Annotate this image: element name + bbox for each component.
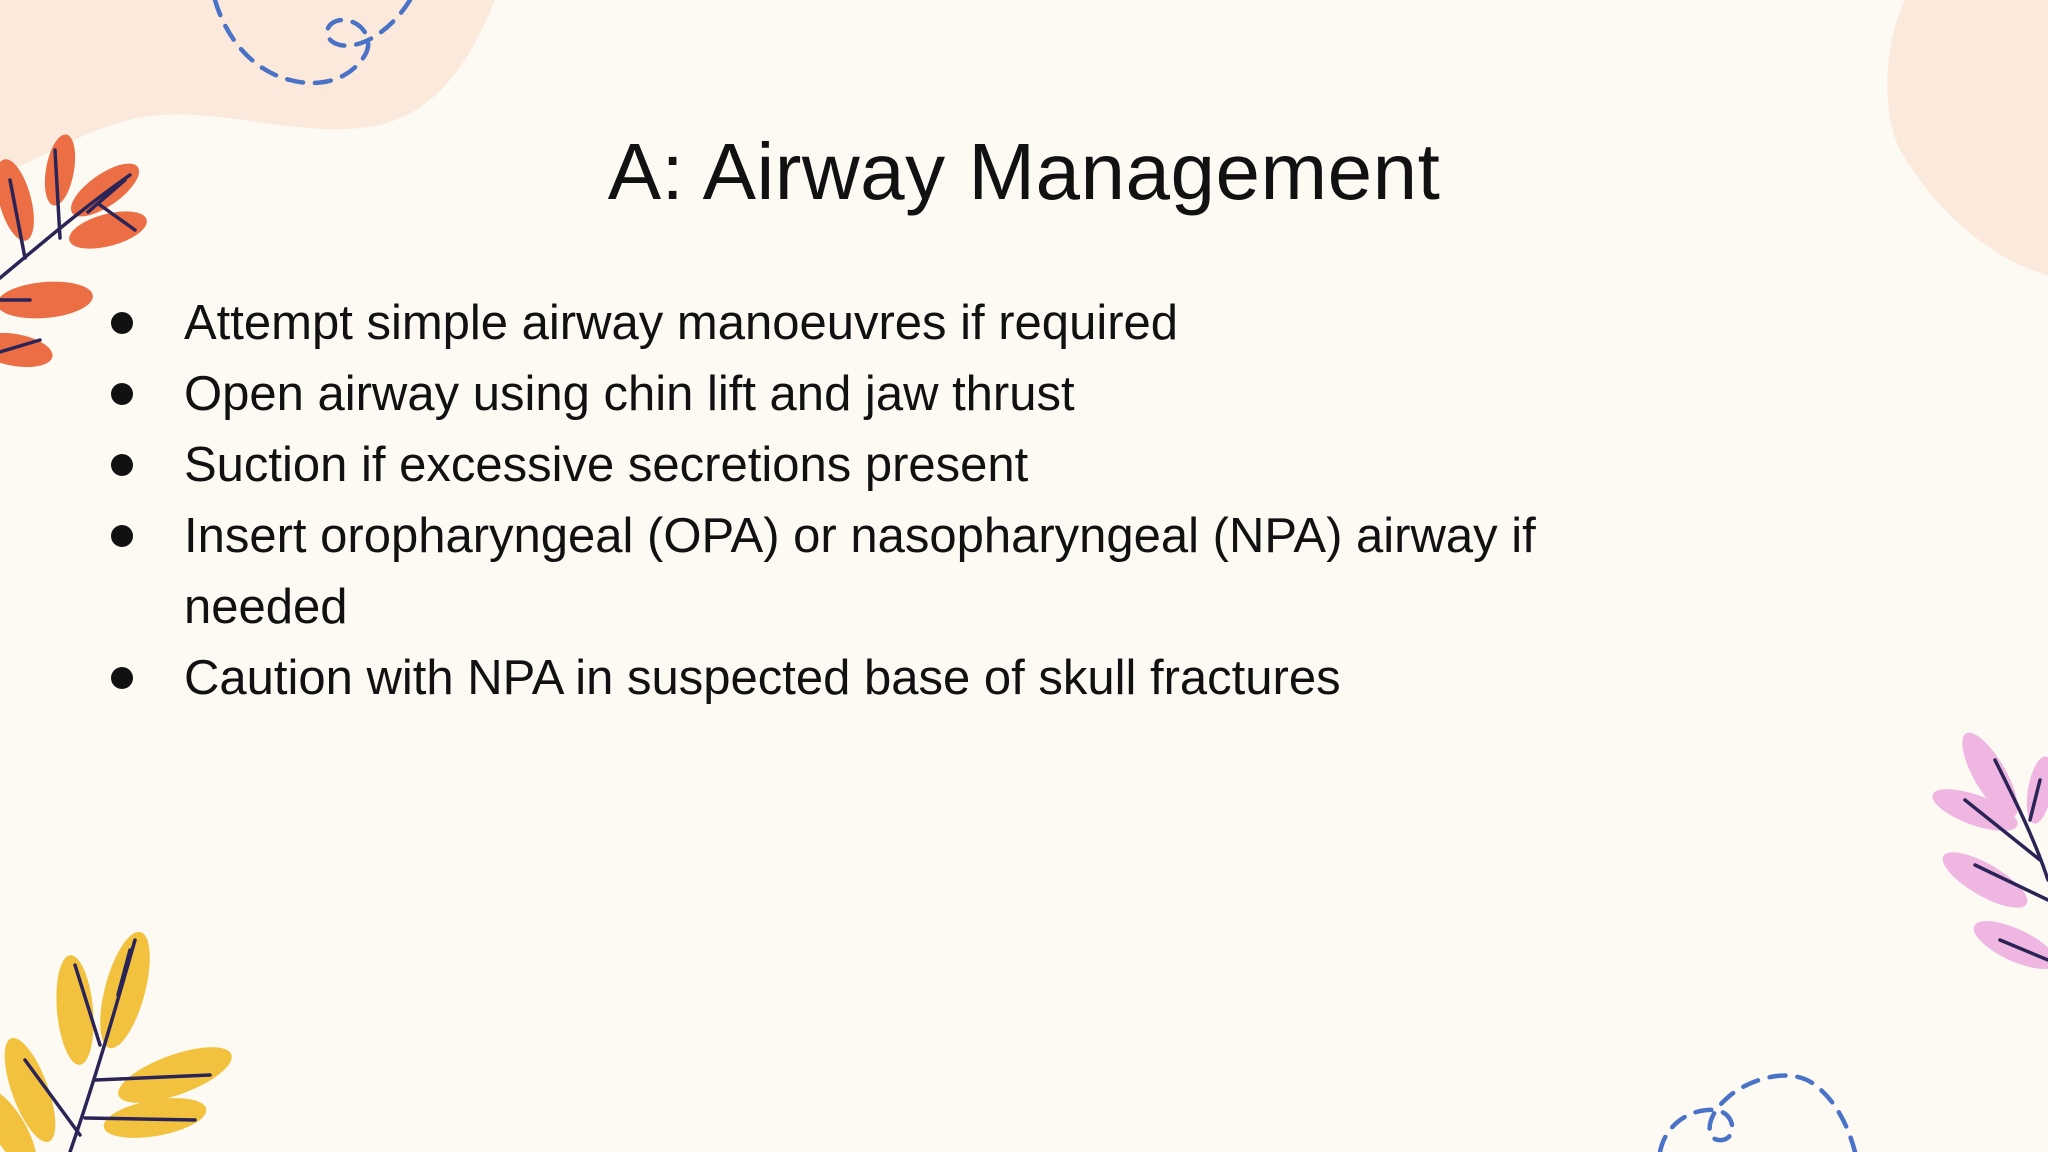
slide-title: A: Airway Management (607, 127, 1441, 216)
bullet-dot-icon (111, 667, 133, 689)
pink-leaf-branch-icon (1928, 725, 2048, 978)
bullet-item (110, 643, 1670, 714)
bullet-dot-icon (111, 525, 133, 547)
bullet-item (110, 359, 1670, 430)
bullet-dot-icon (111, 312, 133, 334)
bullet-dot-icon (111, 383, 133, 405)
bullet-text: Open airway using chin lift and jaw thrust (184, 367, 1075, 421)
bullet-item (110, 288, 1670, 359)
bullet-text: Suction if excessive secretions present (184, 438, 1029, 492)
bullet-dot-icon (111, 454, 133, 476)
bullet-text: Insert oropharyngeal (OPA) or nasopharyngeal (NPA) airway if needed (184, 509, 1536, 634)
yellow-leaf-branch-icon (0, 927, 238, 1152)
bullet-list (110, 288, 1670, 714)
bullet-item (110, 430, 1670, 501)
bullet-item (110, 501, 1670, 643)
bullet-text: Attempt simple airway manoeuvres if required (184, 296, 1179, 350)
bullet-text: Caution with NPA in suspected base of skull fractures (184, 651, 1341, 705)
dashed-squiggle-icon (1660, 1076, 1855, 1152)
